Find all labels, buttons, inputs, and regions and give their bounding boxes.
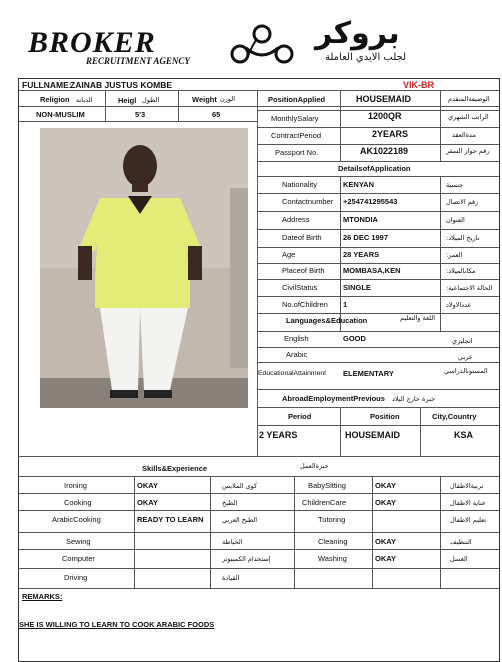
skill-label: Cleaning bbox=[318, 537, 348, 546]
skill-label: Driving bbox=[64, 573, 88, 582]
skill-value: OKAY bbox=[375, 498, 396, 507]
religion-label-ar: الديانه bbox=[76, 96, 93, 104]
application-label-ar: تاريخ الميلاد: bbox=[446, 234, 480, 242]
skill-label: Tutoring bbox=[318, 515, 346, 524]
weight-value: 65 bbox=[212, 110, 221, 119]
skill-label: Ironing bbox=[64, 481, 87, 490]
application-label-ar: الحالة الاجتماعية: bbox=[446, 284, 493, 292]
religion-value: NON-MUSLIM bbox=[36, 110, 85, 119]
skill-label-ar: إستخدام الكمبيوتر bbox=[222, 555, 271, 563]
weight-label-ar: الوزن bbox=[220, 95, 236, 103]
application-label: Age bbox=[282, 250, 296, 259]
education-value: ELEMENTARY bbox=[343, 369, 394, 378]
salary-value: 1200QR bbox=[368, 111, 402, 121]
english-value: GOOD bbox=[343, 334, 366, 343]
position-applied-ar: الوضيفةالمتقدم bbox=[448, 95, 490, 103]
arabic-label: Arabic bbox=[286, 350, 308, 359]
application-label-ar: جنسية bbox=[446, 181, 464, 189]
skill-label: ArabicCooking bbox=[52, 515, 101, 524]
skill-label: ChildrenCare bbox=[302, 498, 347, 507]
application-label-ar: العنوان bbox=[446, 216, 465, 224]
skill-label-ar: الطبخ bbox=[222, 499, 238, 507]
skill-label: Sewing bbox=[66, 537, 91, 546]
application-label: Placeof Birth bbox=[282, 266, 325, 275]
reference-code: VIK-BR bbox=[403, 80, 434, 90]
skill-label: Cooking bbox=[64, 498, 92, 507]
abroad-col-period: Period bbox=[288, 412, 312, 421]
application-value: KENYAN bbox=[343, 180, 374, 189]
abroad-col-position: Position bbox=[370, 412, 400, 421]
skill-label-ar: الخياطة bbox=[222, 538, 243, 546]
height-label-ar: الطول bbox=[142, 96, 160, 104]
application-value: 28 YEARS bbox=[343, 250, 380, 259]
applicant-photo-image bbox=[40, 128, 248, 408]
skill-value: OKAY bbox=[375, 481, 396, 490]
skill-value: READY TO LEARN bbox=[137, 515, 204, 524]
education-ar: المستوىالدراسي bbox=[444, 367, 488, 375]
skill-label: Washing bbox=[318, 554, 347, 563]
arabic-ar: عربي bbox=[458, 353, 473, 361]
skill-value: OKAY bbox=[375, 537, 396, 546]
skill-label-ar: تعليم الاطفال bbox=[450, 516, 487, 524]
application-value: 1 bbox=[343, 300, 348, 309]
position-applied-label: PositionApplied bbox=[268, 95, 326, 104]
position-applied-value: HOUSEMAID bbox=[356, 94, 412, 104]
application-value: +254741295543 bbox=[343, 197, 398, 206]
languages-heading: Languages&Education bbox=[286, 316, 368, 325]
religion-label: Religion bbox=[40, 95, 70, 104]
abroad-period-value: 2 YEARS bbox=[259, 430, 298, 440]
passport-ar: رقم جواز السفر bbox=[446, 147, 490, 155]
english-ar: انجليزي bbox=[452, 337, 473, 345]
application-label-ar: عددالاولاد bbox=[446, 301, 472, 309]
remarks-text: SHE IS WILLING TO LEARN TO COOK ARABIC FOODS bbox=[19, 620, 215, 629]
skill-label: Computer bbox=[62, 554, 95, 563]
details-heading: DetailsofApplication bbox=[338, 164, 411, 173]
height-label: Heigl bbox=[118, 96, 137, 105]
fullname-label: FULLNAME: bbox=[22, 80, 72, 90]
abroad-heading-ar: خبرة خارج البلاد bbox=[392, 395, 435, 403]
application-value: MOMBASA,KEN bbox=[343, 266, 401, 275]
skill-label-ar: تربيةالاطفال bbox=[450, 482, 484, 490]
salary-ar: الراتب الشهري bbox=[448, 113, 489, 121]
abroad-position-value: HOUSEMAID bbox=[345, 430, 401, 440]
broker-logo-subtitle: RECRUITMENT AGENCY bbox=[86, 56, 190, 66]
contract-period-ar: مدةالعقد bbox=[452, 131, 476, 139]
broker-logo-text: BROKER bbox=[28, 26, 156, 59]
skill-value: OKAY bbox=[137, 498, 158, 507]
skill-label-ar: كوى الملابس bbox=[222, 482, 258, 490]
application-label-ar: مكانالميلاد: bbox=[446, 267, 476, 275]
contract-period-value: 2YEARS bbox=[372, 129, 409, 139]
skill-label-ar: القيادة bbox=[222, 574, 240, 582]
application-label: CivilStatus bbox=[282, 283, 318, 292]
skill-label-ar: الغسل bbox=[450, 555, 468, 563]
education-label: EducationalAttainment bbox=[258, 370, 327, 377]
remarks-label: REMARKS: bbox=[22, 592, 63, 601]
height-value: 5'3 bbox=[135, 110, 146, 119]
broker-logo-arabic: بروكر bbox=[315, 16, 400, 51]
weight-label: Weight bbox=[192, 95, 217, 104]
abroad-city-value: KSA bbox=[454, 430, 474, 440]
application-label: Address bbox=[282, 215, 310, 224]
application-label-ar: العمر: bbox=[446, 251, 463, 259]
contract-period-label: ContractPeriod bbox=[271, 131, 322, 140]
fullname-value: ZAINAB JUSTUS KOMBE bbox=[70, 80, 173, 90]
skill-label-ar: الطبخ العربي bbox=[222, 516, 258, 524]
passport-value: AK1022189 bbox=[360, 146, 409, 156]
applicant-photo bbox=[40, 128, 248, 408]
languages-heading-ar: اللغة والتعليم bbox=[400, 314, 436, 322]
application-label: Nationality bbox=[282, 180, 318, 189]
broker-logo-arabic-subtitle: لجلب الايدي العاملة bbox=[325, 52, 407, 63]
application-value: MTONDIA bbox=[343, 215, 378, 224]
skill-value: OKAY bbox=[375, 554, 396, 563]
application-value: 26 DEC 1997 bbox=[343, 233, 389, 242]
application-value: SINGLE bbox=[343, 283, 371, 292]
application-label-ar: رقم الاتصال bbox=[446, 198, 479, 206]
application-label: Contactnumber bbox=[282, 197, 334, 206]
skills-heading: Skills&Experience bbox=[142, 464, 208, 473]
skills-heading-ar: خبرةالعمل bbox=[300, 462, 329, 470]
application-label: No.ofChildren bbox=[282, 300, 328, 309]
passport-label: Passport No. bbox=[275, 148, 319, 157]
skill-value: OKAY bbox=[137, 481, 158, 490]
abroad-heading: AbroadEmploymentPrevious bbox=[282, 394, 385, 403]
salary-label: MonthlySalary bbox=[271, 114, 319, 123]
english-label: English bbox=[284, 334, 309, 343]
application-label: Dateof Birth bbox=[282, 233, 322, 242]
skill-label: BabySitting bbox=[308, 481, 346, 490]
abroad-col-city: City,Country bbox=[432, 412, 477, 421]
broker-logo-icon bbox=[226, 22, 298, 68]
skill-label-ar: التنظيف bbox=[450, 538, 472, 546]
skill-label-ar: عناية الاطفال bbox=[450, 499, 486, 507]
